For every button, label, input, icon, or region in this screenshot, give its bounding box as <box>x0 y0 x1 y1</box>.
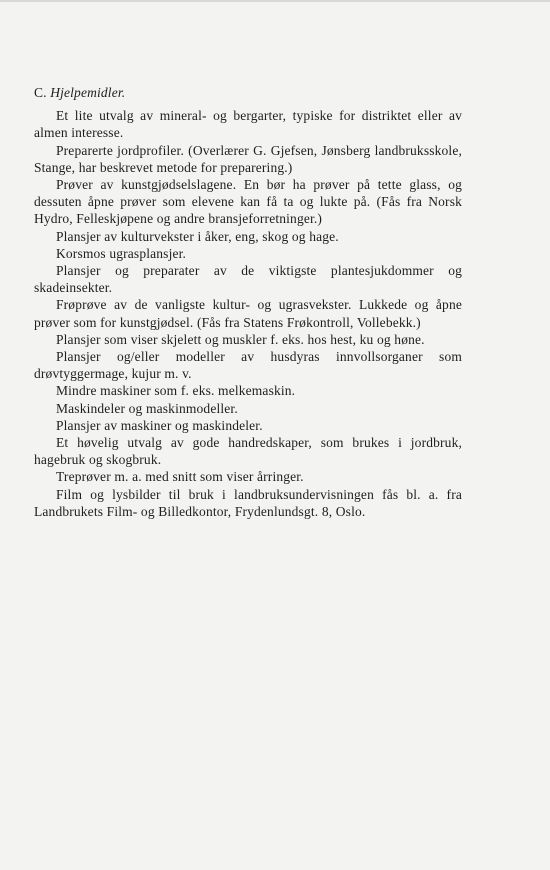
paragraph-organ-models: Plansjer og/eller modeller av husdyras innvollsorganer som drøvtyggermage, kujur m. v. <box>34 349 462 382</box>
paragraph-small-machines: Mindre maskiner som f. eks. melkemaskin. <box>56 383 296 399</box>
paragraph-disease-plates: Plansjer og preparater av de viktigste plantesjukdommer og skadeinsekter. <box>34 263 462 296</box>
paragraph-minerals: Et lite utvalg av mineral- og bergarter, typiske for distriktet eller av almen interesse. <box>34 108 462 141</box>
paragraph-machine-plates: Plansjer av maskiner og maskindeler. <box>56 417 263 433</box>
section-prefix: C. <box>34 85 47 100</box>
section-heading <box>34 84 462 101</box>
paragraph-weed-plates: Korsmos ugrasplansjer. <box>56 245 187 261</box>
paragraph-fertilizer-samples: Prøver av kunstgjødselslagene. En bør ha prøver på tette glass, og dessuten åpne prøver som elevene kan få ta og lukte på. (Fås fra Norsk Hydro, Felleskjøpene og andre bransjeforretninger.) <box>34 177 462 227</box>
paragraph-films: Film og lysbilder til bruk i landbruksundervisningen fås bl. a. fra Landbrukets Film- og Billedkontor, Frydenlundsgt. 8, Oslo. <box>34 486 462 519</box>
page-text <box>34 84 462 520</box>
paragraph-crop-plates: Plansjer av kulturvekster i åker, eng, skog og hage. <box>56 228 339 244</box>
paragraph-wood-samples: Treprøver m. a. med snitt som viser årringer. <box>56 469 304 485</box>
page-top-edge <box>0 0 550 2</box>
paragraph-skeleton-plates: Plansjer som viser skjelett og muskler f. eks. hos hest, ku og høne. <box>56 331 425 347</box>
paragraph-hand-tools: Et høvelig utvalg av gode handredskaper, som brukes i jordbruk, hagebruk og skogbruk. <box>34 435 462 468</box>
section-title: Hjelpemidler. <box>50 85 126 100</box>
paragraph-seed-samples: Frøprøve av de vanligste kultur- og ugrasvekster. Lukkede og åpne prøver som for kunstgjødsel. (Fås fra Statens Frøkontroll, Vollebekk.) <box>34 297 462 330</box>
paragraph-soil-profiles: Preparerte jordprofiler. (Overlærer G. Gjefsen, Jønsberg landbruksskole, Stange, har beskrevet metode for preparering.) <box>34 142 462 175</box>
paragraph-machine-parts: Maskindeler og maskinmodeller. <box>56 400 238 416</box>
